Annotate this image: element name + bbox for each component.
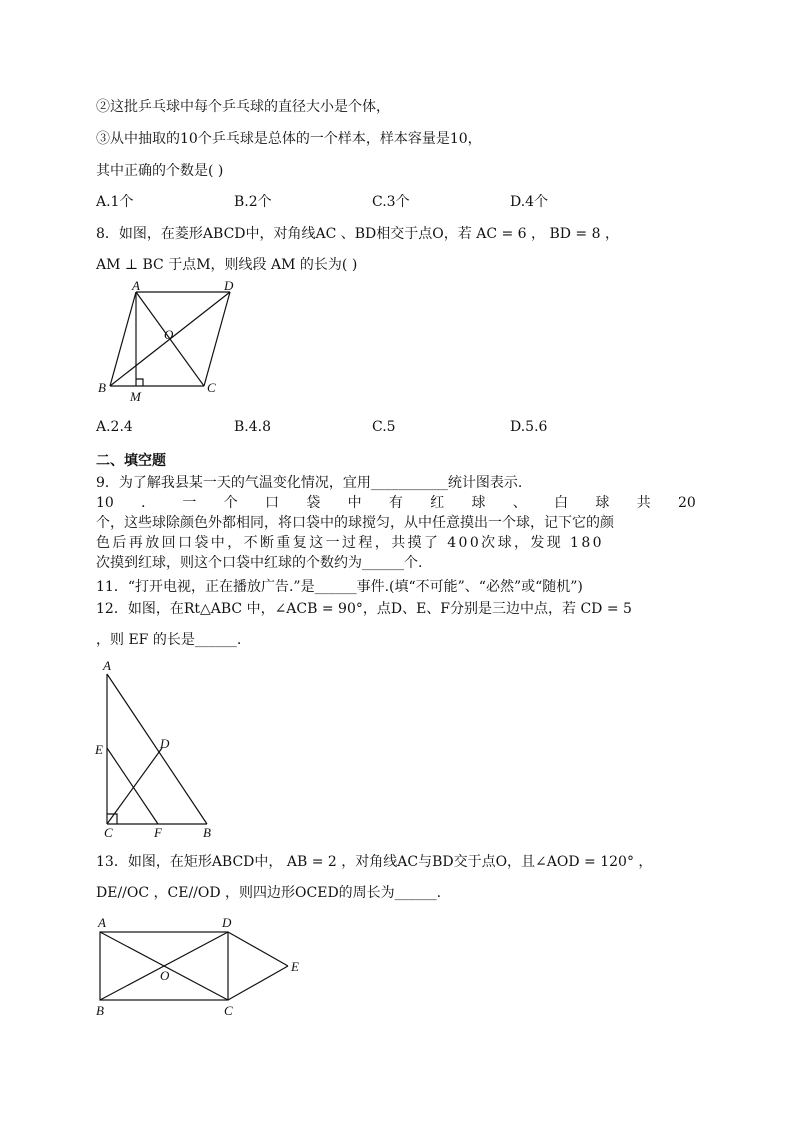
q8-option-b: B.4.8 xyxy=(234,419,272,435)
q13-line2: DE//OC ，CE//OD ，则四边形OCED的周长为______. xyxy=(96,885,442,901)
label-e: E xyxy=(95,742,103,757)
q12-line1: 12．如图，在Rt△ABC 中，∠ACB = 90°，点D、E、F分别是三边中点，若 CD = 5 xyxy=(96,601,632,617)
label-m: M xyxy=(130,389,141,404)
label-f: F xyxy=(154,825,162,840)
label-c: C xyxy=(104,825,113,840)
q10 xyxy=(96,493,696,573)
right-angle-mark xyxy=(136,379,143,386)
segment-de xyxy=(228,932,288,966)
q8-option-c: C.5 xyxy=(372,419,396,435)
label-o: O xyxy=(160,968,170,983)
q10-line4: 次摸到红球，则这个口袋中红球的个数约为______个. xyxy=(96,555,423,571)
q8-options xyxy=(96,418,616,436)
label-a: A xyxy=(132,280,140,293)
label-c: C xyxy=(224,1003,233,1018)
q9: 9．为了解我县某一天的气温变化情况，宜用___________统计图表示. xyxy=(96,475,523,491)
q10-line3: 色后再放回口袋中，不断重复这一过程，共摸了 400次球，发现 180 xyxy=(96,535,604,551)
q7-options xyxy=(96,193,616,211)
section-title: 二、填空题 xyxy=(96,453,166,469)
q7-option-c: C.3个 xyxy=(372,194,410,210)
statement-2: ②这批乒乓球中每个乒乓球的直径大小是个体， xyxy=(96,99,390,115)
q11: 11．“打开电视，正在播放广告.”是______事件.(填“不可能”、“必然”或“随机”) xyxy=(96,579,583,595)
label-o: O xyxy=(164,327,174,342)
segment-ce xyxy=(228,966,288,1000)
label-c: C xyxy=(207,380,216,395)
label-b: B xyxy=(203,825,211,840)
rectangle-figure xyxy=(90,912,320,1022)
q7-option-b: B.2个 xyxy=(234,194,272,210)
q8-option-d: D.5.6 xyxy=(510,419,548,435)
rhombus-side-ba xyxy=(110,292,136,386)
q12-line2: ，则 EF 的长是______. xyxy=(96,632,242,648)
statement-3: ③从中抽取的10个乒乓球是总体的一个样本，样本容量是10， xyxy=(96,131,482,147)
label-a: A xyxy=(103,658,111,673)
q13-line1: 13．如图，在矩形ABCD中， AB = 2 ，对角线AC与BD交于点O，且∠AOD = 120° ， xyxy=(96,854,653,870)
q7-option-d: D.4个 xyxy=(510,194,549,210)
q7-option-a: A.1个 xyxy=(96,194,134,210)
q10-line1: 10 ． 一 个 口 袋 中 有 红 球 、 白 球 共 20 xyxy=(96,495,696,511)
label-d: D xyxy=(160,736,170,751)
label-a: A xyxy=(98,915,106,930)
q10-line2: 个，这些球除颜色外都相同，将口袋中的球搅匀，从中任意摸出一个球，记下它的颜 xyxy=(96,515,614,531)
q8-line1: 8．如图，在菱形ABCD中，对角线AC 、BD相交于点O，若 AC = 6 ， BD = 8 ， xyxy=(96,226,619,242)
label-b: B xyxy=(98,380,106,395)
q8-option-a: A.2.4 xyxy=(96,419,133,435)
rhombus-figure xyxy=(90,280,250,410)
right-triangle-figure xyxy=(90,656,230,846)
rhombus-side-dc xyxy=(204,292,230,386)
side-ab xyxy=(107,674,207,824)
label-e: E xyxy=(291,959,299,974)
q7-question: 其中正确的个数是( ) xyxy=(96,163,224,179)
label-b: B xyxy=(96,1003,104,1018)
label-d: D xyxy=(224,280,234,293)
q8-line2: AM ⊥ BC 于点M，则线段 AM 的长为( ) xyxy=(96,257,358,273)
label-d: D xyxy=(222,915,232,930)
